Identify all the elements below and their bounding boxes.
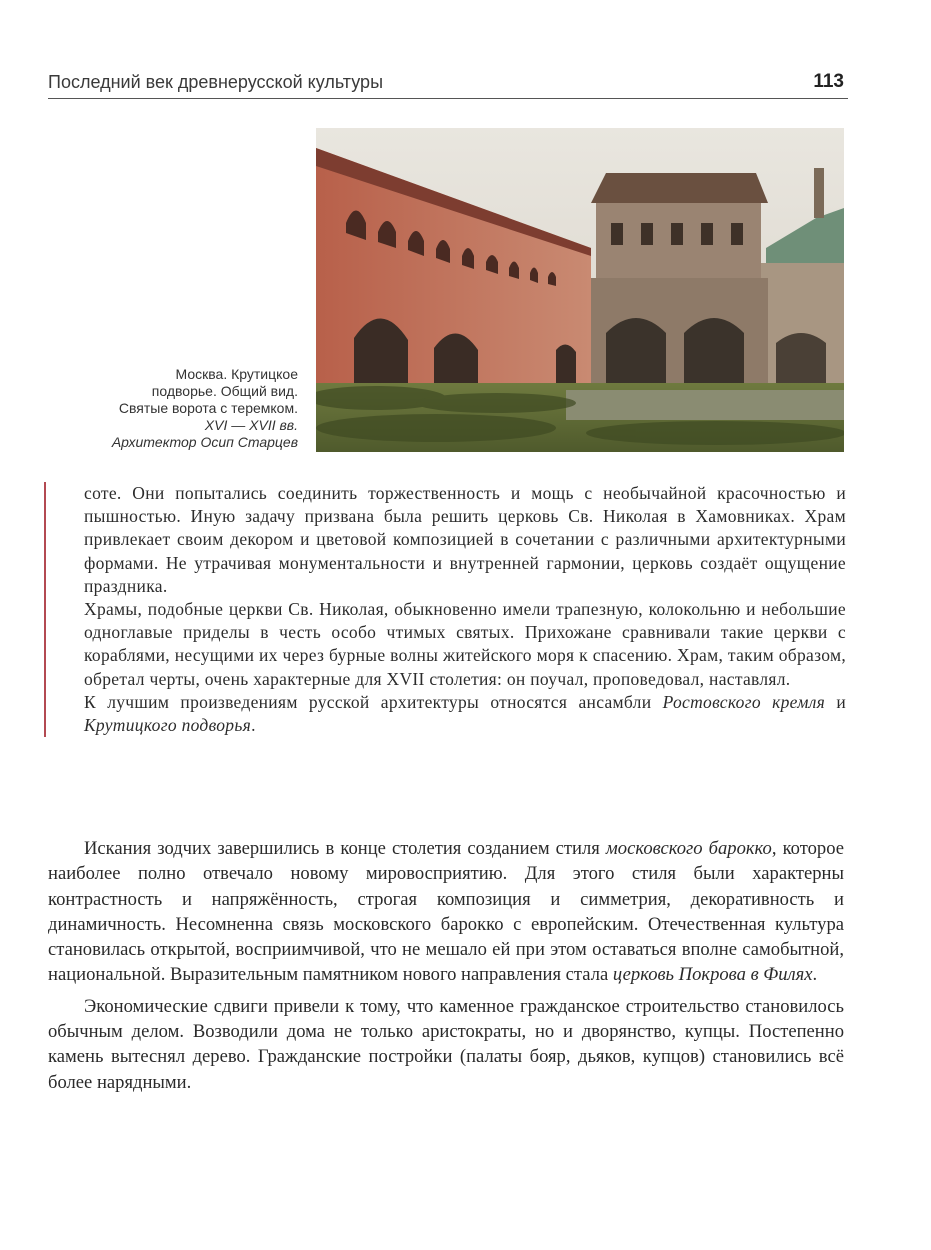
caption-line: Москва. Крутицкое [175,366,298,382]
krutitsy-photo [316,128,844,452]
aside-paragraph: соте. Они попытались соединить торжественность и мощь с необычайной красочностью и пышностью. Иную задачу призвана была решить церковь Св. Николая в Хамовниках. Храм привлекает своим декором и цветовой композицией в сочетании с различными архитектурными формами. Не утрачивая монументальности и внутренней гармонии, церковь создаёт ощущение праздника. [84,483,846,596]
caption-line: Святые ворота с теремком. [118,400,298,416]
running-header [48,70,848,99]
body-paragraph [48,836,844,988]
text-run: и [825,691,847,712]
caption-date: XVI — XVII вв. [204,417,298,433]
text-run: , которое наиболее полно отвечало новому мировосприятию. Для этого стиля были характерны контрастность и напряжённость, строгая композиция и симметрия, декоративность и динамичность. Несомненна связь московского барокко с европейским. Отечественная культура становилась открытой, восприимчивой, что не мешало ей при этом оставаться вполне самобытной, национальной. Выразительным памятником нового направления стала [48,838,844,986]
italic-term: церковь Покрова в Филях [612,964,813,986]
chapter-title: Последний век древнерусской культуры [48,72,384,92]
page-number: 113 [813,71,844,92]
sidebar-text-block [44,482,846,737]
italic-term: московского барокко [605,838,772,859]
figure-caption [40,366,298,451]
italic-term: Крутицкого подворья [84,715,252,736]
main-text [48,836,844,1101]
body-paragraph: Экономические сдвиги привели к тому, что каменное гражданское строительство становилось обычным делом. Возводили дома не только аристократы, но и дворянство, купцы. Постепенно камень вытеснял дерево. Гражданские постройки (палаты бояр, дьяков, купцов) становились всё более нарядными. [48,995,844,1093]
aside-paragraph [46,691,846,737]
caption-architect: Архитектор Осип Старцев [111,434,298,450]
italic-term: Ростовского кремля [662,691,826,712]
caption-line: подворье. Общий вид. [151,383,298,399]
text-run: . [251,715,256,736]
aside-paragraph: Храмы, подобные церкви Св. Николая, обыкновенно имели трапезную, колокольню и небольшие одноглавые приделы в честь особо чтимых святых. Прихожане сравнивали такие церкви с кораблями, несущими их через бурные волны житейского моря к спасению. Храм, таким образом, обретал черты, очень характерные для XVII столетия: он поучал, проповедовал, наставлял. [84,599,846,689]
text-run: . [812,964,818,986]
text-run: К лучшим произведениям русской архитектуры относятся ансамбли [84,691,663,712]
text-run: Искания зодчих завершились в конце столетия созданием стиля [84,838,606,859]
